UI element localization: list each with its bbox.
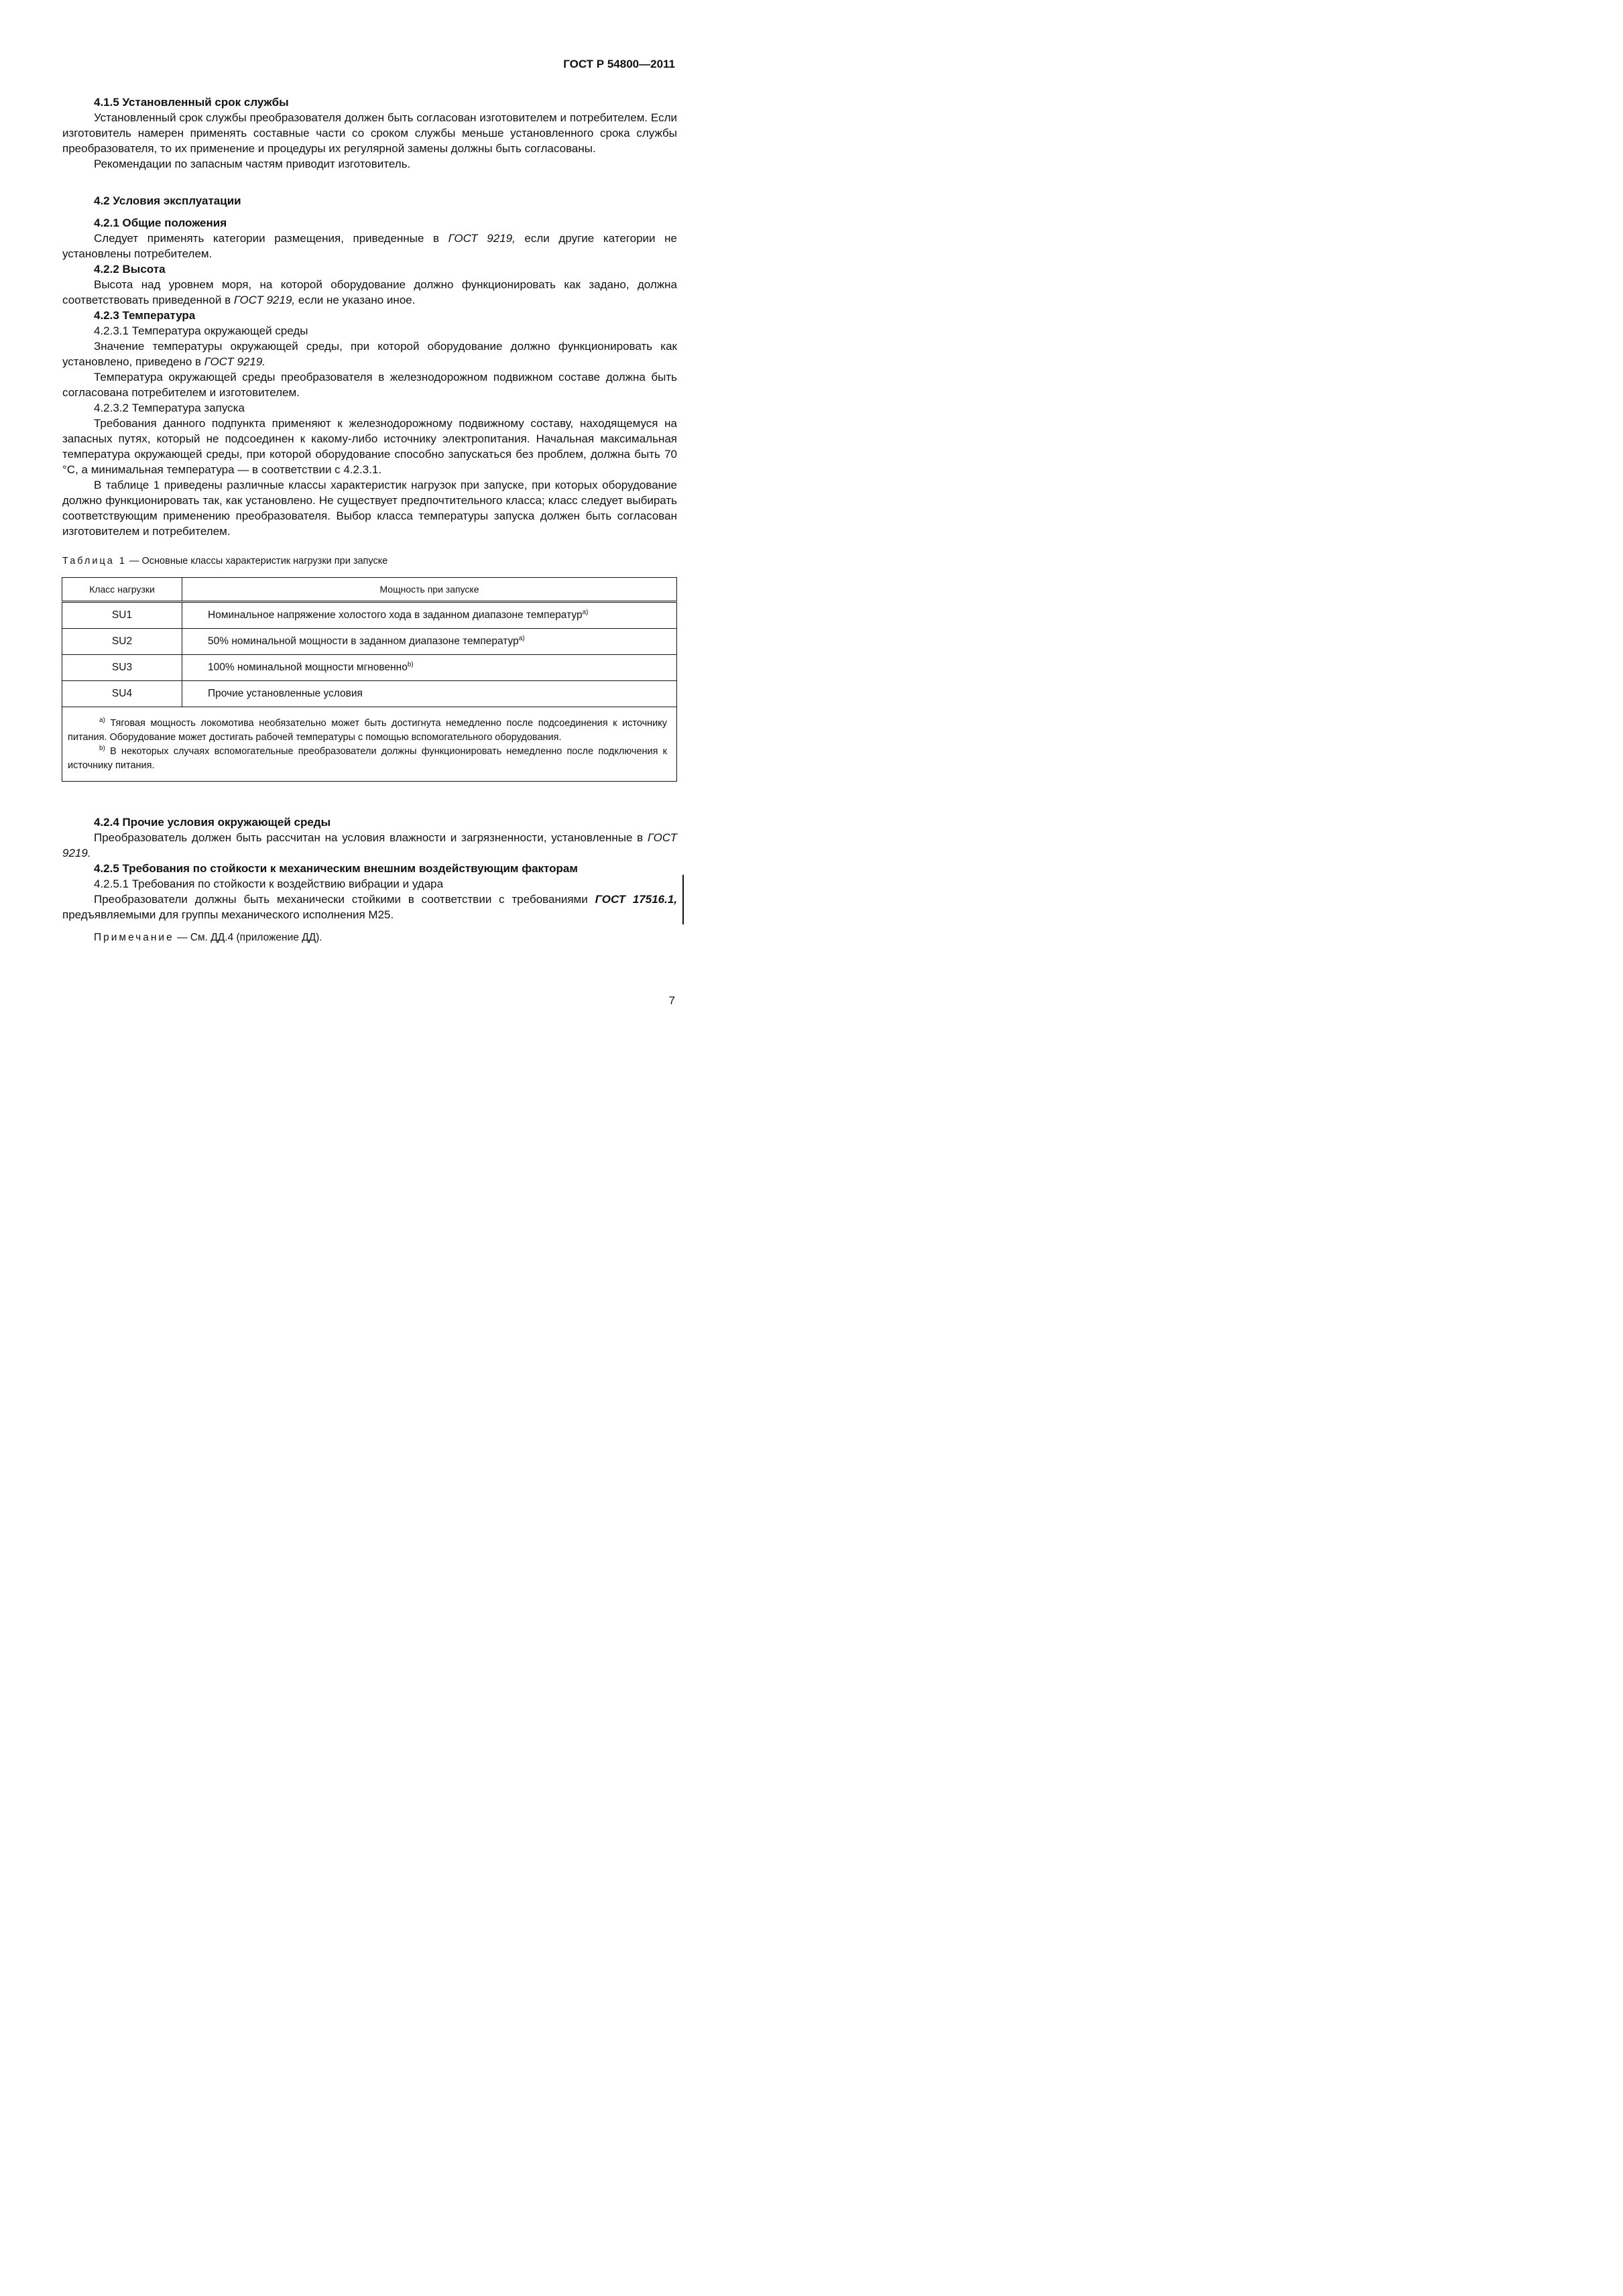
section-4-2 — [62, 193, 677, 208]
table-row — [62, 602, 677, 629]
table-caption — [62, 556, 387, 566]
footnote-text: В некоторых случаях вспомогательные преобразователи должны функционировать немедленно после подключения к источнику питания. — [68, 746, 667, 771]
section-heading: 4.2.2 Высота — [94, 263, 166, 276]
text-span: Преобразователь должен быть рассчитан на условия влажности и загрязненности, установленные в — [94, 831, 648, 844]
section-heading: 4.2.5 Требования по стойкости к механическим внешним воздействующим факторам — [94, 862, 578, 875]
change-bar — [682, 875, 684, 924]
table-header-row — [62, 578, 677, 602]
footnote-b — [68, 745, 667, 773]
standard-reference: ГОСТ 9219, — [448, 232, 516, 245]
standard-reference: ГОСТ 9219. — [204, 355, 266, 368]
paragraph: Требования данного подпункта применяют к железнодорожному подвижному составу, находящемуся на запасных путях, который не подсоединен к какому-либо источнику электропитания. Начальная максимальная температура окружающей среды, при которой оборудование способно запускаться без проблем, должна быть 70 °C, а минимальная температура — в соответствии с 4.2.3.1. — [62, 417, 677, 476]
paragraph — [62, 277, 677, 308]
standard-number: ГОСТ Р 54800—2011 — [563, 58, 675, 70]
standard-reference: ГОСТ 17516.1, — [595, 893, 678, 906]
caption-label: Таблица 1 — [62, 556, 127, 566]
footnote-text: Тяговая мощность локомотива необязательно может быть достигнута немедленно после подсоединения к источнику питания. Оборудование может достигать рабочей температуры с помощью вспомогательного оборудования. — [68, 718, 667, 743]
power-cell — [182, 602, 677, 629]
cell-text: Прочие установленные условия — [208, 688, 363, 699]
paragraph — [62, 339, 677, 369]
power-cell — [182, 629, 677, 655]
cell-text: Номинальное напряжение холостого хода в заданном диапазоне температур — [208, 609, 583, 621]
page-number: 7 — [668, 994, 675, 1007]
subsection-heading: 4.2.3.2 Температура запуска — [94, 402, 245, 414]
caption-text: — Основные классы характеристик нагрузки при запуске — [126, 556, 388, 566]
footnote-a — [68, 717, 667, 745]
column-header: Мощность при запуске — [182, 578, 677, 602]
section-heading: 4.2.4 Прочие условия окружающей среды — [94, 816, 331, 829]
note — [62, 930, 677, 945]
cell-text: 50% номинальной мощности в заданном диапазоне температур — [208, 636, 519, 647]
table-notes — [62, 707, 677, 782]
standard-reference: ГОСТ 9219. — [62, 831, 677, 859]
section-4-1-5 — [62, 95, 677, 172]
text-span: Следует применять категории размещения, приведенные в — [94, 232, 448, 245]
paragraph: В таблице 1 приведены различные классы характеристик нагрузок при запуске, при которых оборудование должно функционировать так, как установлено. Не существует предпочтительного класса; класс следует выбирать соответствующим применению преобразователя. Выбор класса температуры запуска должен быть согласован изготовителем и потребителем. — [62, 479, 677, 538]
section-heading: 4.2 Условия эксплуатации — [94, 194, 241, 207]
load-classes-table — [62, 577, 677, 782]
subsection-heading: 4.2.3.1 Температура окружающей среды — [94, 324, 308, 337]
section-heading: 4.2.1 Общие положения — [94, 217, 227, 229]
table-row — [62, 681, 677, 707]
text-span: предъявляемыми для группы механического исполнения М25. — [62, 908, 394, 921]
class-cell: SU4 — [62, 681, 182, 707]
table-row — [62, 629, 677, 655]
paragraph — [62, 892, 677, 922]
table-row — [62, 655, 677, 681]
section-heading: 4.1.5 Установленный срок службы — [94, 96, 289, 109]
footnote-mark: b) — [99, 745, 105, 752]
column-header: Класс нагрузки — [62, 578, 182, 602]
subsection-heading: 4.2.5.1 Требования по стойкости к воздействию вибрации и удара — [94, 878, 444, 890]
section-4-2-4 — [62, 814, 677, 945]
document-page — [0, 0, 737, 1043]
text-span: Высота над уровнем моря, на которой оборудование должно функционировать как задано, должна соответствовать приведенной в — [62, 278, 677, 306]
paragraph: Температура окружающей среды преобразователя в железнодорожном подвижном составе должна быть согласована потребителем и изготовителем. — [62, 371, 677, 399]
class-cell: SU3 — [62, 655, 182, 681]
class-cell: SU1 — [62, 602, 182, 629]
text-span: Преобразователи должны быть механически стойкими в соответствии с требованиями — [94, 893, 595, 906]
paragraph: Рекомендации по запасным частям приводит изготовитель. — [94, 158, 411, 170]
footnote-mark: a) — [582, 609, 589, 616]
footnote-mark: a) — [99, 717, 105, 724]
text-span: если другие категории не установлены потребителем. — [62, 232, 677, 260]
standard-reference: ГОСТ 9219, — [233, 294, 296, 306]
table-notes-row — [62, 707, 677, 782]
note-text: — См. ДД.4 (приложение ДД). — [174, 932, 322, 943]
paragraph: Установленный срок службы преобразователя должен быть согласован изготовителем и потребителем. Если изготовитель намерен применять составные части со сроком службы меньше установленного срока службы преобразователя, то их применение и процедуры их регулярной замены должны быть согласованы. — [62, 111, 677, 155]
paragraph — [62, 830, 677, 861]
footnote-mark: b) — [407, 661, 414, 668]
class-cell: SU2 — [62, 629, 182, 655]
power-cell — [182, 655, 677, 681]
section-4-2-1 — [62, 215, 677, 539]
cell-text: 100% номинальной мощности мгновенно — [208, 662, 408, 673]
section-heading: 4.2.3 Температура — [94, 309, 196, 322]
text-span: если не указано иное. — [295, 294, 416, 306]
text-span: Значение температуры окружающей среды, при которой оборудование должно функционировать как установлено, приведено в — [62, 340, 677, 368]
footnote-mark: a) — [518, 635, 525, 642]
power-cell — [182, 681, 677, 707]
note-label: Примечание — [94, 932, 174, 943]
paragraph — [62, 231, 677, 261]
